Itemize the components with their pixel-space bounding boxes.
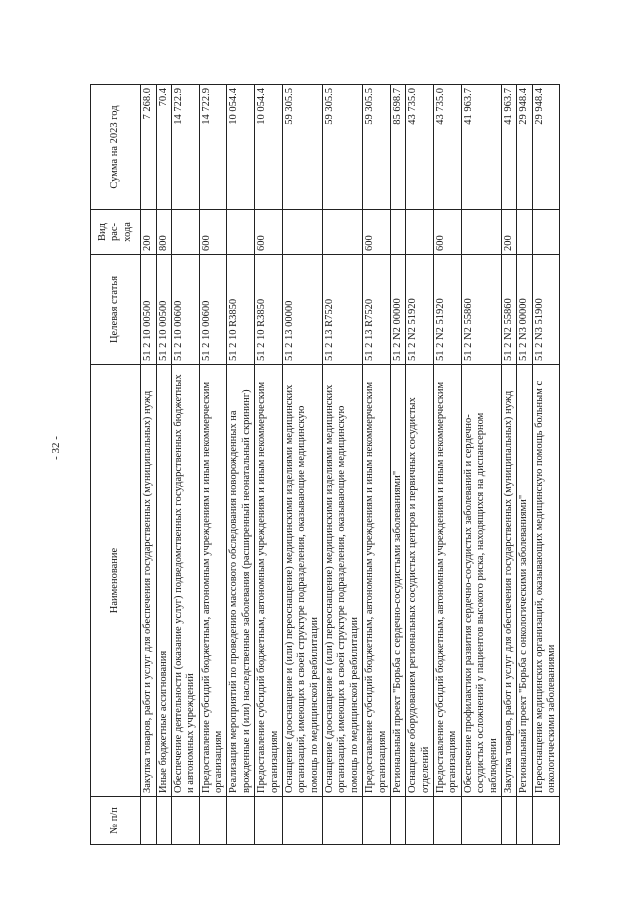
cell-no xyxy=(517,797,532,845)
cell-kind: 200 xyxy=(501,210,516,255)
cell-no xyxy=(199,797,227,845)
page-number: - 32 - xyxy=(49,436,62,460)
cell-no xyxy=(390,797,405,845)
cell-name: Оснащение (дооснащение и (или) переоснащение) медицинскими изделиями медицинских организаций, имеющих в своей структуре подразделения, оказывающие медицинскую помощь по медицинской реабилитации xyxy=(282,365,322,797)
table-row xyxy=(227,85,255,845)
table-row xyxy=(171,85,199,845)
cell-sum: 41 963.7 xyxy=(501,85,516,210)
cell-no xyxy=(227,797,255,845)
table-row xyxy=(282,85,322,845)
cell-name: Предоставление субсидий бюджетным, автономным учреждениям и иным некоммерческим организациям xyxy=(434,365,462,797)
table-row xyxy=(199,85,227,845)
cell-name: Предоставление субсидий бюджетным, автономным учреждениям и иным некоммерческим организациям xyxy=(255,365,283,797)
table-row xyxy=(363,85,391,845)
cell-kind xyxy=(171,210,199,255)
cell-code: 51 2 10 00500 xyxy=(156,255,171,365)
cell-code: 51 2 N3 51900 xyxy=(532,255,560,365)
cell-code: 51 2 13 R7520 xyxy=(323,255,363,365)
table-row xyxy=(461,85,501,845)
cell-code: 51 2 N2 55860 xyxy=(461,255,501,365)
cell-no xyxy=(156,797,171,845)
cell-code: 51 2 N2 51920 xyxy=(434,255,462,365)
cell-name: Реализация мероприятий по проведению массового обследования новорожденных на врожденные и (или) наследственные заболевания (расширенный неонатальный скрининг) xyxy=(227,365,255,797)
table-row xyxy=(156,85,171,845)
cell-sum: 7 268.0 xyxy=(141,85,156,210)
cell-sum: 14 722.9 xyxy=(199,85,227,210)
table-row xyxy=(390,85,405,845)
table-row xyxy=(323,85,363,845)
budget-table xyxy=(90,84,560,845)
cell-name: Закупка товаров, работ и услуг для обеспечения государственных (муниципальных) нужд xyxy=(141,365,156,797)
cell-code: 51 2 10 R3850 xyxy=(255,255,283,365)
table-row xyxy=(255,85,283,845)
cell-sum: 10 054.4 xyxy=(255,85,283,210)
cell-code: 51 2 N2 00000 xyxy=(390,255,405,365)
header-code: Целевая статья xyxy=(91,255,141,365)
cell-code: 51 2 10 00600 xyxy=(199,255,227,365)
table-row xyxy=(501,85,516,845)
cell-kind xyxy=(323,210,363,255)
cell-code: 51 2 13 00000 xyxy=(282,255,322,365)
cell-no xyxy=(141,797,156,845)
cell-sum: 59 305.5 xyxy=(323,85,363,210)
cell-code: 51 2 N2 55860 xyxy=(501,255,516,365)
cell-name: Обеспечение профилактики развития сердечно-сосудистых заболеваний и сердечно-сосудистых осложнений у пациентов высокого риска, находящихся на диспансерном наблюдении xyxy=(461,365,501,797)
budget-table-container xyxy=(90,85,557,845)
cell-kind: 600 xyxy=(363,210,391,255)
cell-name: Региональный проект "Борьба с онкологическими заболеваниями" xyxy=(517,365,532,797)
cell-kind xyxy=(227,210,255,255)
cell-kind: 600 xyxy=(255,210,283,255)
cell-code: 51 2 N3 00000 xyxy=(517,255,532,365)
cell-code: 51 2 10 R3850 xyxy=(227,255,255,365)
cell-kind xyxy=(282,210,322,255)
cell-kind: 200 xyxy=(141,210,156,255)
cell-no xyxy=(434,797,462,845)
cell-sum: 14 722.9 xyxy=(171,85,199,210)
cell-no xyxy=(363,797,391,845)
cell-name: Оснащение оборудованием региональных сосудистых центров и первичных сосудистых отделений xyxy=(406,365,434,797)
cell-code: 51 2 10 00600 xyxy=(171,255,199,365)
table-row xyxy=(532,85,560,845)
cell-no xyxy=(323,797,363,845)
cell-sum: 41 963.7 xyxy=(461,85,501,210)
cell-no xyxy=(282,797,322,845)
cell-kind xyxy=(517,210,532,255)
cell-name: Закупка товаров, работ и услуг для обеспечения государственных (муниципальных) нужд xyxy=(501,365,516,797)
cell-sum: 70.4 xyxy=(156,85,171,210)
cell-name: Иные бюджетные ассигнования xyxy=(156,365,171,797)
cell-kind xyxy=(390,210,405,255)
cell-sum: 59 305.5 xyxy=(282,85,322,210)
cell-sum: 10 054.4 xyxy=(227,85,255,210)
table-row xyxy=(406,85,434,845)
table-row xyxy=(517,85,532,845)
cell-kind: 600 xyxy=(434,210,462,255)
cell-sum: 29 948.4 xyxy=(517,85,532,210)
cell-no xyxy=(461,797,501,845)
cell-name: Региональный проект "Борьба с сердечно-сосудистыми заболеваниями" xyxy=(390,365,405,797)
cell-no xyxy=(171,797,199,845)
cell-name: Оснащение (дооснащение и (или) переоснащение) медицинскими изделиями медицинских организаций, имеющих в своей структуре подразделения, оказывающие медицинскую помощь по медицинской реабилитации xyxy=(323,365,363,797)
cell-kind: 800 xyxy=(156,210,171,255)
cell-name: Переоснащение медицинских организаций, оказывающих медицинскую помощь больным с онкологическими заболеваниями xyxy=(532,365,560,797)
cell-no xyxy=(255,797,283,845)
cell-no xyxy=(501,797,516,845)
cell-no xyxy=(406,797,434,845)
header-name: Наименование xyxy=(91,365,141,797)
table-body xyxy=(141,85,560,845)
cell-code: 51 2 13 R7520 xyxy=(363,255,391,365)
header-no: № п/п xyxy=(91,797,141,845)
table-header-row xyxy=(91,85,141,845)
cell-kind: 600 xyxy=(199,210,227,255)
cell-code: 51 2 10 00500 xyxy=(141,255,156,365)
cell-code: 51 2 N2 51920 xyxy=(406,255,434,365)
cell-kind xyxy=(406,210,434,255)
cell-name: Предоставление субсидий бюджетным, автономным учреждениям и иным некоммерческим организациям xyxy=(363,365,391,797)
cell-sum: 43 735.0 xyxy=(406,85,434,210)
table-row xyxy=(434,85,462,845)
header-kind: Вид рас- хода xyxy=(91,210,141,255)
cell-sum: 85 698.7 xyxy=(390,85,405,210)
cell-sum: 59 305.5 xyxy=(363,85,391,210)
cell-kind xyxy=(461,210,501,255)
cell-name: Предоставление субсидий бюджетным, автономным учреждениям и иным некоммерческим организациям xyxy=(199,365,227,797)
cell-no xyxy=(532,797,560,845)
header-sum: Сумма на 2023 год xyxy=(91,85,141,210)
cell-name: Обеспечение деятельности (оказание услуг) подведомственных государственных бюджетных и автономных учреждений xyxy=(171,365,199,797)
cell-sum: 43 735.0 xyxy=(434,85,462,210)
cell-kind xyxy=(532,210,560,255)
cell-sum: 29 948.4 xyxy=(532,85,560,210)
table-row xyxy=(141,85,156,845)
